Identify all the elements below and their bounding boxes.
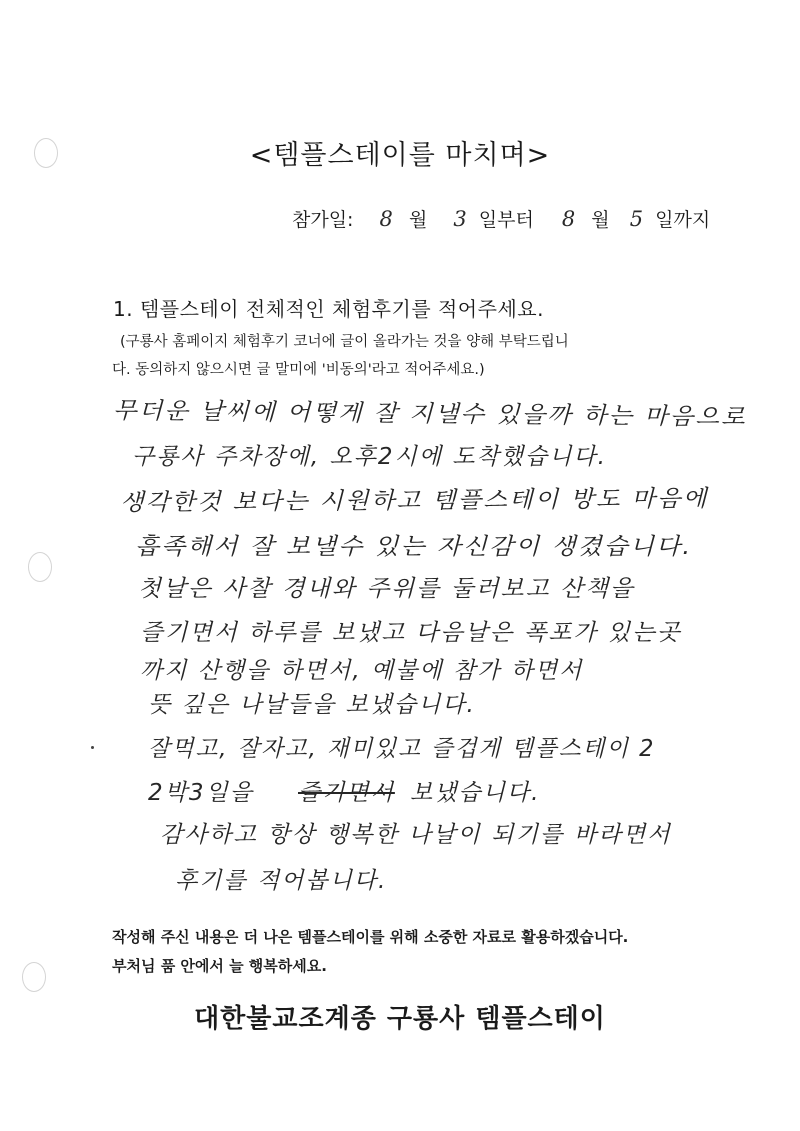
handwritten-line: 감사하고 항상 행복한 나날이 되기를 바라면서	[160, 822, 672, 848]
handwritten-line: 첫날은 사찰 경내와 주위를 둘러보고 산책을	[138, 576, 635, 602]
bullet-mark	[91, 746, 94, 749]
punch-hole-middle	[28, 552, 52, 582]
participation-period	[292, 205, 710, 232]
handwritten-line: 보냈습니다.	[410, 780, 541, 806]
handwritten-line: 생각한것 보다는 시원하고 템플스테이 방도 마음에	[119, 485, 709, 516]
start-day: 3	[453, 207, 467, 231]
handwritten-line: 무더운 날씨에 어떻게 잘 지낼수 있을까 하는 마음으로	[112, 398, 747, 431]
punch-hole-bottom	[22, 962, 46, 992]
start-month: 8	[379, 207, 393, 231]
handwritten-line: 까지 산행을 하면서, 예불에 참가 하면서	[140, 658, 584, 684]
closing-message-line-2: 부처님 품 안에서 늘 행복하세요.	[112, 957, 327, 975]
struck-out-text: 즐기면서	[298, 780, 395, 806]
consent-note-line-2: 다. 동의하지 않으시면 글 말미에 '비동의'라고 적어주세요.)	[112, 362, 485, 378]
organization-name: 대한불교조계종 구룡사 템플스테이	[194, 1004, 606, 1034]
consent-note-line-1: (구룡사 홈페이지 체험후기 코너에 글이 올라가는 것을 양해 부탁드립니	[120, 334, 569, 350]
end-month: 8	[561, 207, 576, 231]
page-title: <템플스테이를 마치며>	[249, 140, 551, 171]
handwritten-line: 후기를 적어봅니다.	[175, 868, 388, 894]
month-unit-1: 월	[408, 209, 428, 231]
closing-message-line-1: 작성해 주신 내용은 더 나은 템플스테이를 위해 소중한 자료로 활용하겠습니다.	[112, 928, 629, 946]
end-day: 5	[629, 207, 644, 231]
handwritten-line: 흡족해서 잘 보낼수 있는 자신감이 생겼습니다.	[135, 534, 693, 560]
month-unit-2: 월	[591, 209, 610, 231]
handwritten-line: 즐기면서 하루를 보냈고 다음날은 폭포가 있는곳	[140, 620, 682, 646]
from-label: 일부터	[478, 209, 534, 231]
question-1: 1. 템플스테이 전체적인 체험후기를 적어주세요.	[113, 297, 544, 321]
handwritten-line: 2박3일을	[148, 780, 254, 806]
period-label: 참가일:	[292, 209, 354, 231]
until-label: 일까지	[655, 209, 711, 231]
handwritten-line: 잘먹고, 잘자고, 재미있고 즐겁게 템플스테이 2	[148, 736, 656, 762]
handwritten-line: 구룡사 주차장에, 오후2시에 도착했습니다.	[132, 444, 607, 470]
handwritten-line: 뜻 깊은 나날들을 보냈습니다.	[148, 692, 476, 718]
